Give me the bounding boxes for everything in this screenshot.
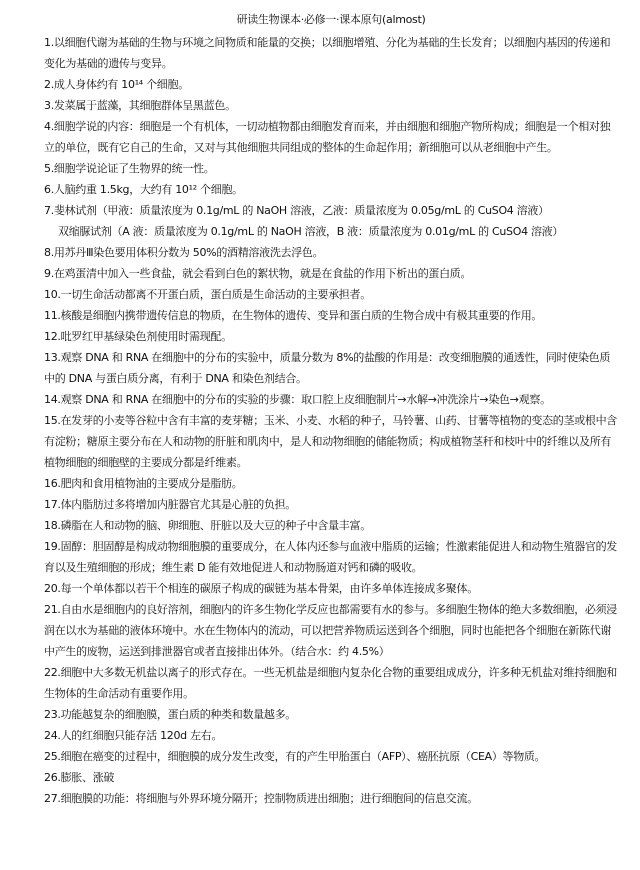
item-7-biuret: 双缩脲试剂（A 液：质量浓度为 0.1g/mL 的 NaOH 溶液，B 液：质量浓度为 0.01g/mL 的 CuSO4 溶液）	[58, 225, 564, 238]
item-26: 26.膨胀、涨破	[44, 771, 115, 784]
item-24: 24.人的红细胞只能存活 120d 左右。	[44, 729, 223, 742]
item-27: 27.细胞膜的功能：将细胞与外界环境分隔开；控制物质进出细胞；进行细胞间的信息交流。	[44, 792, 478, 805]
item-6: 6.人脑约重 1.5kg，大约有 10¹² 个细胞。	[44, 183, 243, 196]
item-8: 8.用苏丹Ⅲ染色要用体积分数为 50%的酒精溶液洗去浮色。	[44, 246, 324, 259]
item-3: 3.发菜属于蓝藻，其细胞群体呈黑蓝色。	[44, 99, 236, 112]
item-2: 2.成人身体约有 10¹⁴ 个细胞。	[44, 78, 189, 91]
item-13: 13.观察 DNA 和 RNA 在细胞中的分布的实验中，质量分数为 8%的盐酸的作用是：改变细胞膜的通透性，同时使染色质中的 DNA 与蛋白质分离，有利于 DNA 和染色剂结合。	[44, 351, 611, 385]
item-19: 19.固醇：胆固醇是构成动物细胞膜的重要成分，在人体内还参与血液中脂质的运输；性激素能促进人和动物生殖器官的发育以及生殖细胞的形成；维生素 D 能有效地促进人和动物肠道对钙和磷的吸收。	[44, 540, 617, 574]
item-22: 22.细胞中大多数无机盐以离子的形式存在。一些无机盐是细胞内复杂化合物的重要组成成分，许多种无机盐对维持细胞和生物体的生命活动有重要作用。	[44, 666, 617, 700]
item-16: 16.肥肉和食用植物油的主要成分是脂肪。	[44, 477, 243, 490]
item-15: 15.在发芽的小麦等谷粒中含有丰富的麦芽糖；玉米、小麦、水稻的种子，马铃薯、山药、甘薯等植物的变态的茎或根中含有淀粉；糖原主要分布在人和动物的肝脏和肌肉中，是人和动物细胞的储能物质；构成植物茎秆和枝叶中的纤维以及所有植物细胞的细胞壁的主要成分都是纤维素。	[44, 414, 617, 469]
item-5: 5.细胞学说论证了生物界的统一性。	[44, 162, 215, 175]
item-20: 20.每一个单体都以若干个相连的碳原子构成的碳链为基本骨架，由许多单体连接成多聚体。	[44, 582, 478, 595]
item-4: 4.细胞学说的内容：细胞是一个有机体，一切动植物都由细胞发育而来，并由细胞和细胞产物所构成；细胞是一个相对独立的单位，既有它自己的生命，又对与其他细胞共同组成的整体的生命起作用；新细胞可以从老细胞中产生。	[44, 120, 611, 154]
item-23: 23.功能越复杂的细胞膜，蛋白质的种类和数量越多。	[44, 708, 296, 721]
item-7: 7.斐林试剂（甲液：质量浓度为 0.1g/mL 的 NaOH 溶液，乙液：质量浓度为 0.05g/mL 的 CuSO4 溶液）	[44, 204, 549, 217]
page-title: 研读生物课本·必修一·课本原句(almost)	[236, 13, 426, 26]
item-9: 9.在鸡蛋清中加入一些食盐，就会看到白色的絮状物，就是在食盐的作用下析出的蛋白质。	[44, 267, 472, 280]
item-21: 21.自由水是细胞内的良好溶剂，细胞内的许多生物化学反应也都需要有水的参与。多细胞生物体的绝大多数细胞，必须浸润在以水为基础的液体环境中。水在生物体内的流动，可以把营养物质运送到各个细胞，同时也能把各个细胞在新陈代谢中产生的废物，运送到排泄器官或者直接排出体外。（结合水：约 4.5%）	[44, 603, 617, 658]
item-17: 17.体内脂肪过多将增加内脏器官尤其是心脏的负担。	[44, 498, 296, 511]
item-25: 25.细胞在癌变的过程中，细胞膜的成分发生改变，有的产生甲胎蛋白（AFP）、癌胚抗原（CEA）等物质。	[44, 750, 546, 763]
item-1: 1.以细胞代谢为基础的生物与环境之间物质和能量的交换；以细胞增殖、分化为基础的生长发育；以细胞内基因的传递和变化为基础的遗传与变异。	[44, 36, 611, 70]
item-18: 18.磷脂在人和动物的脑、卵细胞、肝脏以及大豆的种子中含量丰富。	[44, 519, 371, 532]
item-12: 12.吡罗红甲基绿染色剂使用时需现配。	[44, 330, 232, 343]
item-14: 14.观察 DNA 和 RNA 在细胞中的分布的实验的步骤：取口腔上皮细胞制片→水解→冲洗涂片→染色→观察。	[44, 393, 551, 406]
item-11: 11.核酸是细胞内携带遗传信息的物质，在生物体的遗传、变异和蛋白质的生物合成中有极其重要的作用。	[44, 309, 543, 322]
item-10: 10.一切生命活动都离不开蛋白质，蛋白质是生命活动的主要承担者。	[44, 288, 371, 301]
